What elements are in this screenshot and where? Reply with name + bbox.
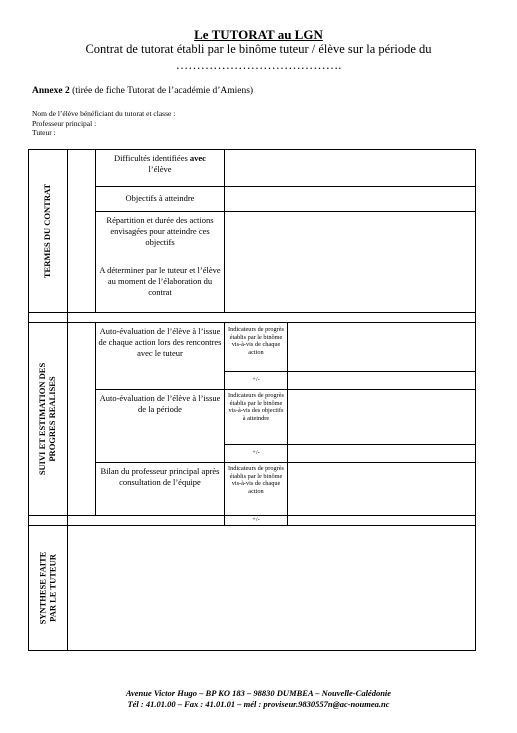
followup-indicator-divider xyxy=(287,322,288,525)
identification-fields xyxy=(32,109,175,138)
teacher-field-label: Professeur principal : xyxy=(32,118,97,128)
followup-section-line-1: SUIVI ET ESTIMATION DES xyxy=(37,362,48,475)
indicators-objectives-cell: Indicateurs de progrès établis par le binôme vis-à-vis des objectifs à atteindre xyxy=(228,392,284,422)
followup-section-label xyxy=(28,322,67,515)
annexe-reference xyxy=(32,86,253,96)
self-eval-action-cell: Auto-évaluation de l’élève à l’issue de chaque action lors des rencontres avec le tuteur xyxy=(98,326,222,358)
terms-value-divider xyxy=(224,149,225,312)
followup-row-line-2 xyxy=(95,462,476,463)
synthesis-section-label xyxy=(28,525,67,651)
plus-minus-cell-1: +/- xyxy=(252,376,260,383)
table-border-right xyxy=(475,149,476,651)
footer xyxy=(0,688,517,710)
objectives-cell: Objectifs à atteindre xyxy=(125,193,195,203)
followup-sub-line-1 xyxy=(224,371,476,372)
terms-spacer-top-line xyxy=(28,312,476,313)
followup-section-line-2: PROGRES REALISES xyxy=(47,375,58,462)
tutor-field-label: Tuteur : xyxy=(32,128,56,137)
difficulties-text: Difficultés identifiées xyxy=(114,153,190,163)
synthesis-section-text xyxy=(38,552,58,625)
difficulties-student-text: l’élève xyxy=(148,164,172,174)
plus-minus-cell-2: +/- xyxy=(252,449,260,456)
footer-contact: Tél : 41.01.00 – Fax : 41.01.01 – mél : proviseur.9830557n@ac-noumea.nc xyxy=(127,699,390,709)
followup-column-divider xyxy=(95,322,96,515)
terms-row-line-1 xyxy=(95,186,476,187)
synthesis-section-line-2: PAR LE TUTEUR xyxy=(47,554,58,622)
plus-minus-cell-3: +/- xyxy=(252,516,260,523)
synthesis-section-line-1: SYNTHESE FAITE xyxy=(37,551,48,625)
student-field-label: Nom de l’élève bénéficiant du tutorat et classe : xyxy=(32,109,176,118)
terms-row-line-2 xyxy=(95,211,476,212)
distribution-cell: Répartition et durée des actions envisagées pour atteindre ces objectifs xyxy=(106,215,214,247)
followup-row-line-1 xyxy=(95,389,476,390)
annexe-source: (tirée de fiche Tutorat de l’académie d’Amiens) xyxy=(72,86,254,96)
teacher-review-cell: Bilan du professeur principal après consultation de l’équipe xyxy=(100,466,220,487)
subtitle-dotted-line: …………………………………. xyxy=(175,58,342,72)
document-title: Le TUTORAT au LGN xyxy=(194,27,323,42)
table-border-bottom xyxy=(28,650,476,651)
footer-address: Avenue Victor Hugo – BP KO 183 – 98830 DUMBEA – Nouvelle-Calédonie xyxy=(125,688,392,698)
terms-section-label xyxy=(28,149,67,312)
followup-label-divider xyxy=(224,322,225,525)
annexe-label: Annexe 2 xyxy=(32,86,70,96)
determine-cell: A déterminer par le tuteur et l’élève au moment de l’élaboration du contrat xyxy=(99,265,221,297)
difficulties-cell xyxy=(98,153,222,175)
difficulties-bold-text: avec xyxy=(189,153,206,163)
followup-section-bottom-line xyxy=(28,525,476,526)
self-eval-period-cell: Auto-évaluation de l’élève à l’issue de la période xyxy=(99,393,221,414)
document-subtitle xyxy=(0,41,517,73)
followup-sub-line-2 xyxy=(224,444,476,445)
followup-section-text xyxy=(38,362,58,474)
label-column-line xyxy=(67,149,68,651)
terms-section-text: TERMES DU CONTRAT xyxy=(42,183,53,278)
indicators-action-cell-1: Indicateurs de progrès établis par le binôme vis-à-vis de chaque action xyxy=(228,326,284,356)
tutoring-contract-table xyxy=(28,149,476,651)
subtitle-line-1: Contrat de tutorat établi par le binôme tuteur / élève sur la période du xyxy=(85,42,432,56)
indicators-action-cell-2: Indicateurs de progrès établis par le binôme vis-à-vis de chaque action xyxy=(228,465,284,495)
terms-column-divider xyxy=(95,149,96,312)
